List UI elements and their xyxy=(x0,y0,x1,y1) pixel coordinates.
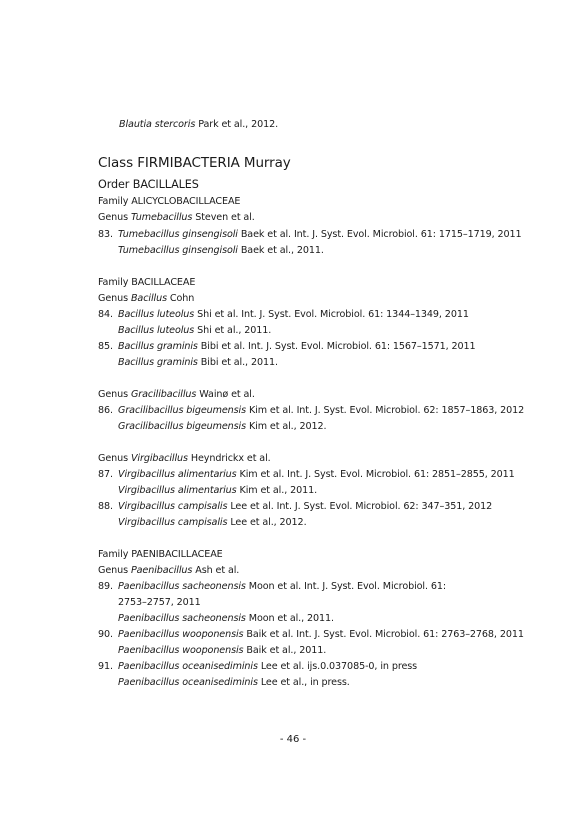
genus-name: Paenibacillus xyxy=(130,565,193,576)
family-label: Family PAENIBACILLACEAE xyxy=(98,549,223,560)
entry-number: 90. xyxy=(98,629,113,640)
genus-authority: Cohn xyxy=(169,293,195,304)
species-name: Bacillus luteolus xyxy=(118,309,195,320)
genus-heading: Genus Gracilibacillus Wainø et al. xyxy=(98,389,255,400)
genus-name: Virgibacillus xyxy=(130,453,188,464)
species-name: Paenibacillus wooponensis xyxy=(118,629,244,640)
genus-authority: Ash et al. xyxy=(195,565,240,576)
genus-authority: Heyndrickx et al. xyxy=(190,453,271,464)
entry-citation: Paenibacillus oceanisediminis Lee et al., in press. xyxy=(118,677,350,688)
family-label: Family ALICYCLOBACILLACEAE xyxy=(98,196,241,207)
class-heading: Class FIRMIBACTERIA Murray xyxy=(98,155,291,171)
authority: Park et al., 2012. xyxy=(198,119,279,130)
entry-citation: Virgibacillus alimentarius Kim et al., 2011. xyxy=(118,485,318,496)
entry-number: 88. xyxy=(98,501,113,512)
entry-number: 83. xyxy=(98,229,113,240)
entry-line xyxy=(98,468,515,481)
reference: Moon et al. Int. J. Syst. Evol. Microbiol. 61: xyxy=(248,581,447,592)
genus-name: Bacillus xyxy=(130,293,167,304)
reference: Kim et al. Int. J. Syst. Evol. Microbiol. 62: 1857–1863, 2012 xyxy=(248,405,525,416)
order-heading: Order BACILLALES xyxy=(98,178,199,191)
species-name: Paenibacillus sacheonensis xyxy=(118,581,246,592)
genus-heading: Genus Bacillus Cohn xyxy=(98,293,195,304)
entry-number: 84. xyxy=(98,309,113,320)
entry-number: 91. xyxy=(98,661,113,672)
reference: Bibi et al. Int. J. Syst. Evol. Microbiol. 61: 1567–1571, 2011 xyxy=(200,341,476,352)
reference: Lee et al. Int. J. Syst. Evol. Microbiol. 62: 347–351, 2012 xyxy=(230,501,493,512)
entry-citation: Tumebacillus ginsengisoli Baek et al., 2011. xyxy=(118,245,324,256)
entry-number: 89. xyxy=(98,581,113,592)
entry-line xyxy=(98,660,417,673)
species-name: Gracilibacillus bigeumensis xyxy=(118,405,247,416)
top-citation xyxy=(119,118,278,131)
genus-heading: Genus Virgibacillus Heyndrickx et al. xyxy=(98,453,271,464)
entry-citation: Bacillus luteolus Shi et al., 2011. xyxy=(118,325,272,336)
entry-citation: Gracilibacillus bigeumensis Kim et al., 2012. xyxy=(118,421,327,432)
species-name: Paenibacillus oceanisediminis xyxy=(118,661,258,672)
entry-citation: Virgibacillus campisalis Lee et al., 2012. xyxy=(118,517,307,528)
page-number: - 46 - xyxy=(279,734,307,745)
genus-heading: Genus Paenibacillus Ash et al. xyxy=(98,565,240,576)
entry-line xyxy=(98,308,469,321)
reference: Baik et al. Int. J. Syst. Evol. Microbiol. 61: 2763–2768, 2011 xyxy=(246,629,524,640)
reference-continued: 2753–2757, 2011 xyxy=(118,597,201,608)
entry-citation: Bacillus graminis Bibi et al., 2011. xyxy=(118,357,278,368)
entry-line xyxy=(98,228,522,241)
entry-line xyxy=(98,500,492,513)
entry-line xyxy=(98,404,524,417)
reference: Baek et al. Int. J. Syst. Evol. Microbiol. 61: 1715–1719, 2011 xyxy=(240,229,522,240)
genus-authority: Steven et al. xyxy=(195,212,255,223)
genus-name: Gracilibacillus xyxy=(130,389,197,400)
entry-citation: Paenibacillus wooponensis Baik et al., 2011. xyxy=(118,645,327,656)
species-name: Blautia stercoris xyxy=(119,119,196,130)
entry-number: 85. xyxy=(98,341,113,352)
species-name: Bacillus graminis xyxy=(118,341,198,352)
entry-line xyxy=(98,628,524,641)
entry-number: 86. xyxy=(98,405,113,416)
genus-authority: Wainø et al. xyxy=(199,389,255,400)
species-name: Virgibacillus campisalis xyxy=(118,501,228,512)
entry-line xyxy=(98,580,446,593)
species-name: Virgibacillus alimentarius xyxy=(118,469,237,480)
genus-name: Tumebacillus xyxy=(130,212,193,223)
species-name: Tumebacillus ginsengisoli xyxy=(118,229,238,240)
reference: Lee et al. ijs.0.037085-0, in press xyxy=(260,661,418,672)
entry-number: 87. xyxy=(98,469,113,480)
reference: Shi et al. Int. J. Syst. Evol. Microbiol. 61: 1344–1349, 2011 xyxy=(197,309,469,320)
entry-line xyxy=(98,340,476,353)
family-label: Family BACILLACEAE xyxy=(98,277,196,288)
reference: Kim et al. Int. J. Syst. Evol. Microbiol. 61: 2851–2855, 2011 xyxy=(239,469,515,480)
genus-heading: Genus Tumebacillus Steven et al. xyxy=(98,212,255,223)
entry-citation: Paenibacillus sacheonensis Moon et al., 2011. xyxy=(118,613,334,624)
